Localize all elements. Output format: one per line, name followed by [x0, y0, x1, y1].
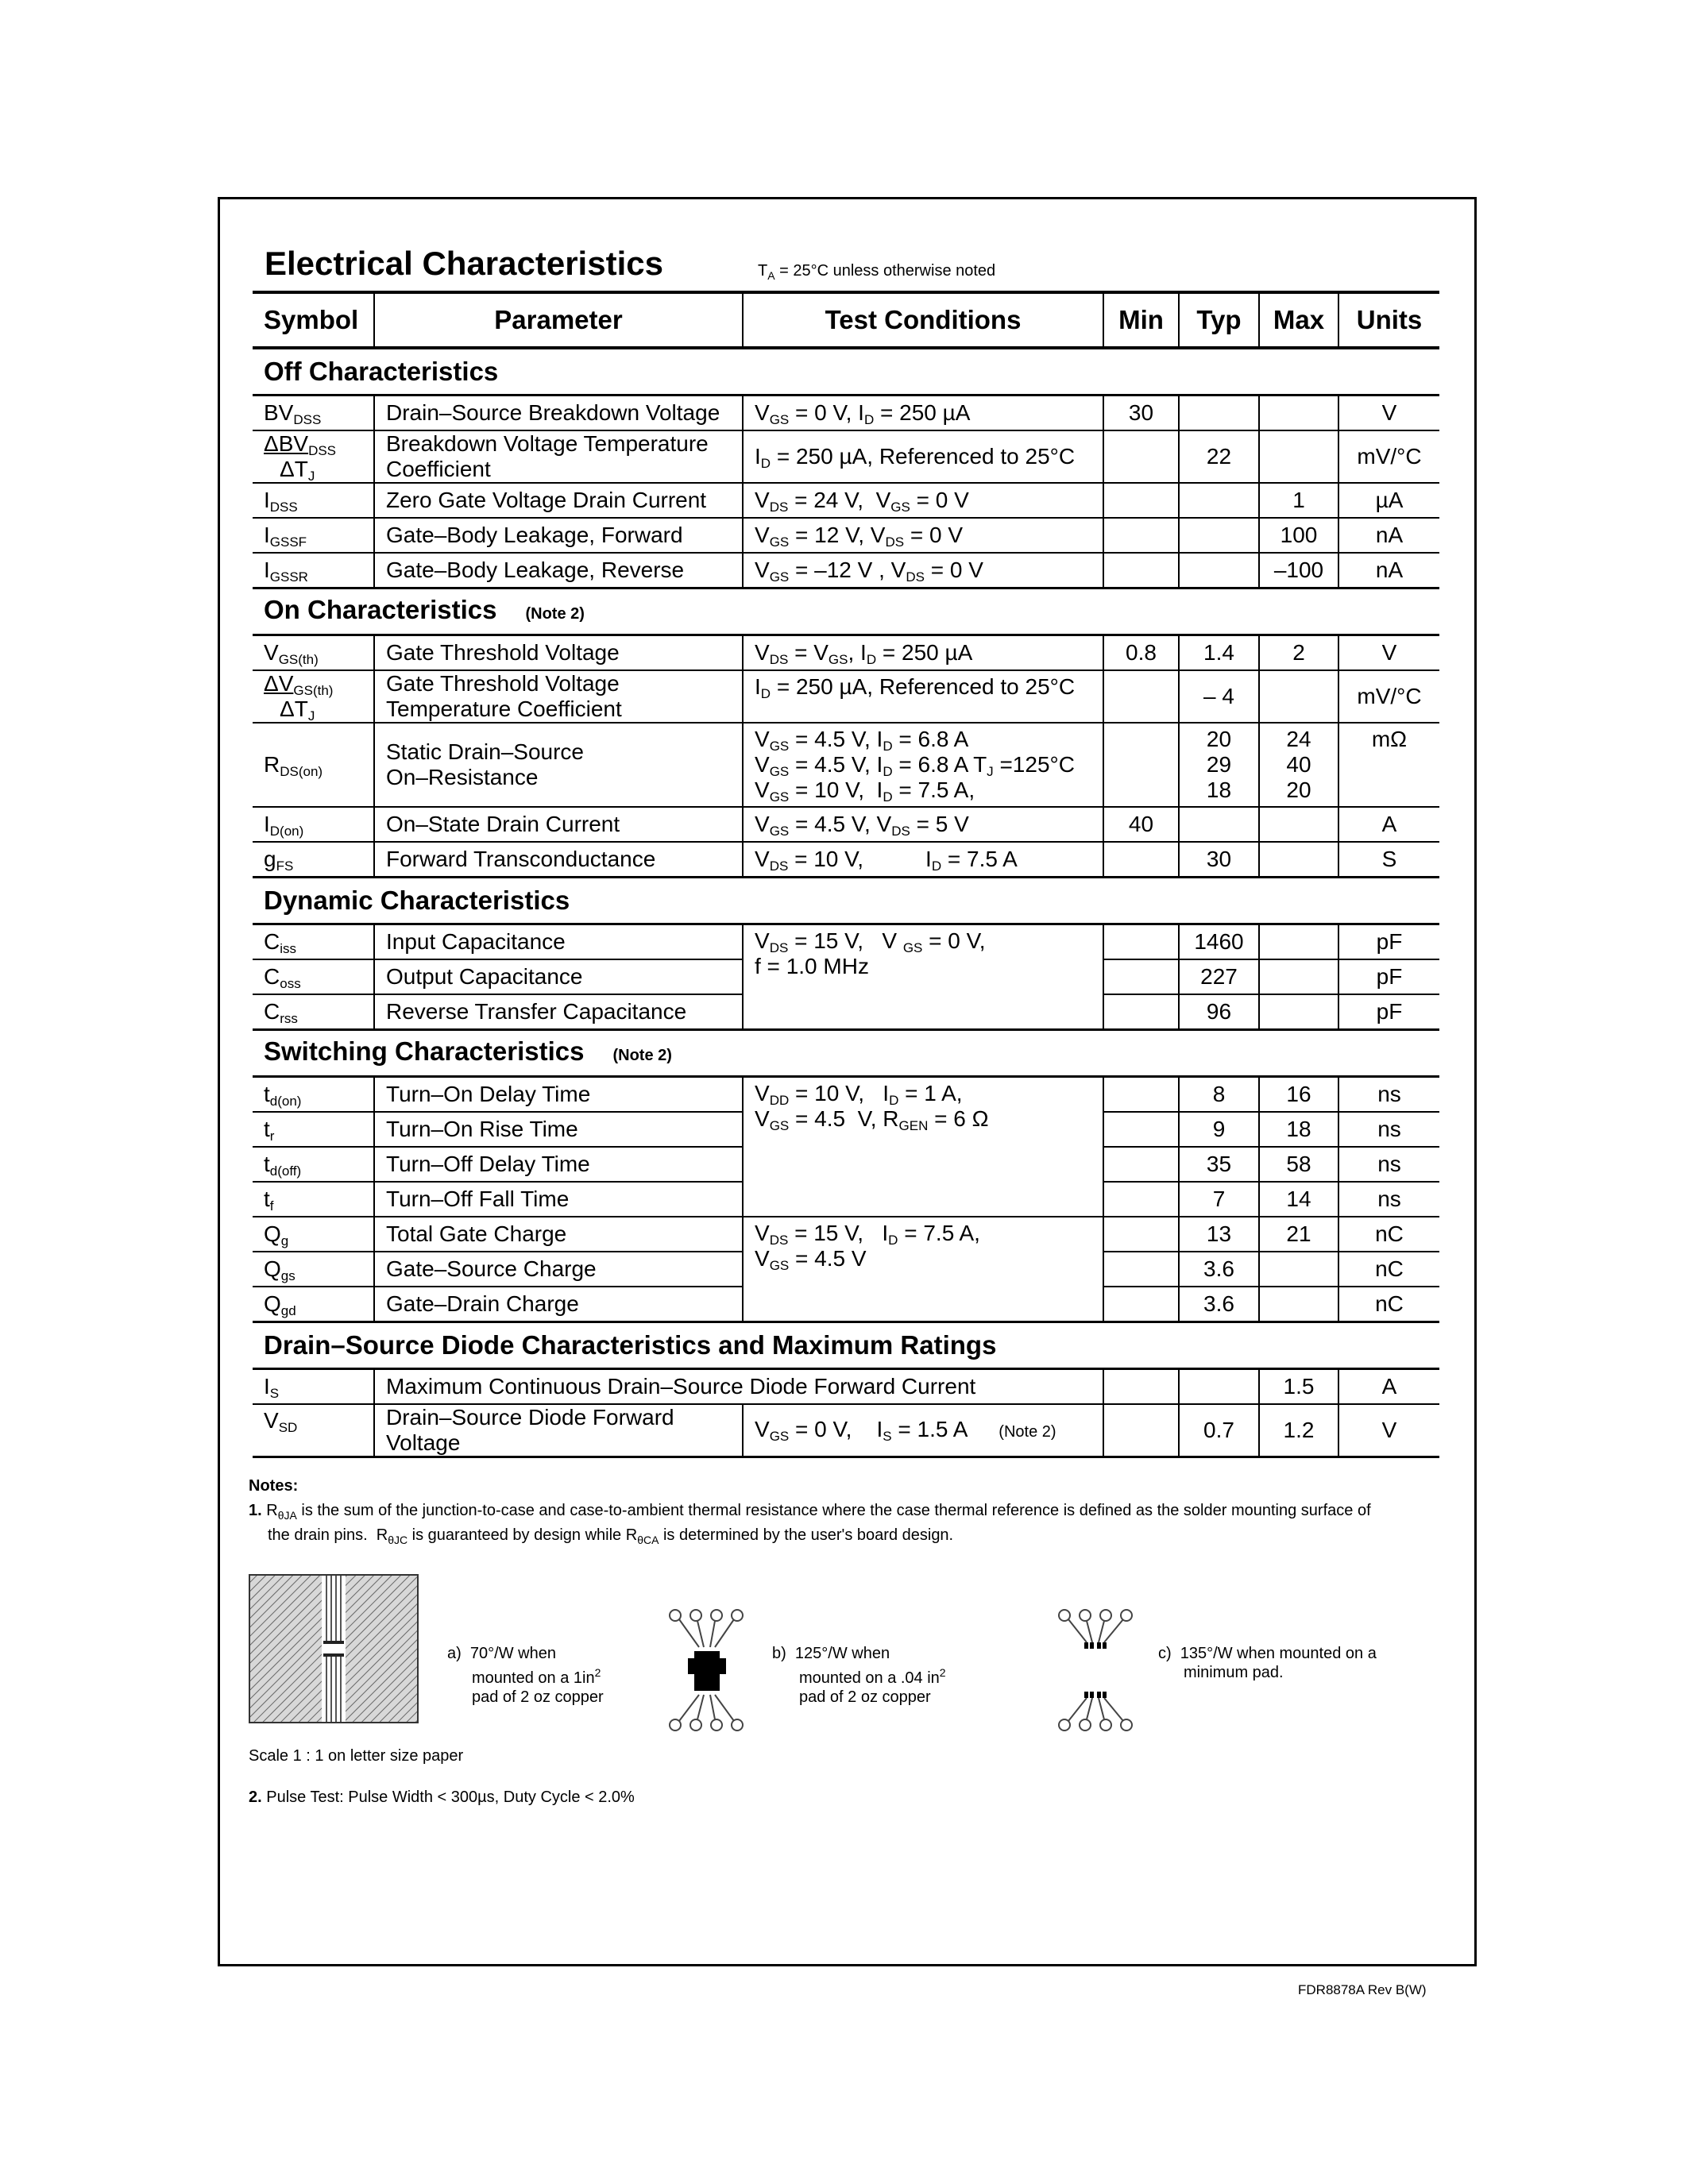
table-row [253, 1077, 1439, 1113]
conditions-cell: $V_{GS} = 4.5$ V, $V_{DS} = 5$ V [743, 807, 1103, 842]
parameter-cell: Forward Transconductance [374, 842, 743, 878]
typ-cell: 1460 [1179, 924, 1259, 960]
symbol-cell: $t_r$ [253, 1112, 374, 1147]
units-cell: mV/°C [1338, 430, 1439, 483]
units-cell: ns [1338, 1182, 1439, 1217]
conditions-cell: $V_{DS} = 24$ V, $V_{GS} = 0$ V [743, 483, 1103, 518]
units-cell: V [1338, 396, 1439, 431]
section-heading-row [253, 348, 1439, 396]
symbol-cell: $Q_g$ [253, 1217, 374, 1252]
min-cell [1103, 1369, 1179, 1405]
parameter-cell: Gate–Body Leakage, Forward [374, 518, 743, 553]
figure-c-caption: c) 135°/W when mounted on a minimum pad. [1158, 1645, 1377, 1681]
typ-cell: 96 [1179, 994, 1259, 1030]
ambient-temp-note: $T_A = 25^\circ C$ unless otherwise noted [758, 262, 996, 282]
typ-cell: 0.7 [1179, 1404, 1259, 1457]
note-2: 2. Pulse Test: Pulse Width < 300µs, Duty Cycle < 2.0% [249, 1788, 635, 1806]
parameter-cell: Static Drain–Source On–Resistance [374, 723, 743, 807]
symbol-cell: $t_{d(on)}$ [253, 1077, 374, 1113]
parameter-cell: Gate Threshold Voltage [374, 635, 743, 671]
electrical-characteristics-table [253, 291, 1439, 1458]
typ-cell [1179, 1369, 1259, 1405]
max-cell: 58 [1259, 1147, 1338, 1182]
typ-cell: 9 [1179, 1112, 1259, 1147]
symbol-cell: $R_{DS(on)}$ [253, 723, 374, 807]
symbol-cell: $I_{DSS}$ [253, 483, 374, 518]
units-cell: ns [1338, 1077, 1439, 1113]
units-cell: ns [1338, 1112, 1439, 1147]
parameter-cell: Gate–Drain Charge [374, 1287, 743, 1322]
units-cell: A [1338, 807, 1439, 842]
max-cell [1259, 1287, 1338, 1322]
table-row [253, 483, 1439, 518]
conditions-cell: $V_{DS} = 15$ V, $I_D = 7.5$ A, $V_{GS} = 4.5$ V [743, 1217, 1103, 1322]
min-cell [1103, 518, 1179, 553]
conditions-cell: $V_{GS} = 0$ V, $I_S = 1.5$ A (Note 2) [743, 1404, 1103, 1457]
min-cell [1103, 670, 1179, 723]
typ-cell: 30 [1179, 842, 1259, 878]
max-cell: 2 [1259, 635, 1338, 671]
min-cell [1103, 430, 1179, 483]
section-heading-row [253, 588, 1439, 635]
typ-cell: 7 [1179, 1182, 1259, 1217]
min-cell [1103, 483, 1179, 518]
max-cell: –100 [1259, 553, 1338, 588]
header-cell: Parameter [374, 292, 743, 348]
min-cell [1103, 1217, 1179, 1252]
max-cell [1259, 959, 1338, 994]
conditions-cell: $V_{DS} = V_{GS}$, $I_D = 250$ µA [743, 635, 1103, 671]
min-cell [1103, 1252, 1179, 1287]
table-row [253, 518, 1439, 553]
symbol-cell: $C_{rss}$ [253, 994, 374, 1030]
min-cell [1103, 1287, 1179, 1322]
table-row [253, 1217, 1439, 1252]
symbol-cell: $I_S$ [253, 1369, 374, 1405]
table-row [253, 396, 1439, 431]
min-cell [1103, 994, 1179, 1030]
min-cell [1103, 1112, 1179, 1147]
table-row [253, 553, 1439, 588]
section-title: Switching Characteristics (Note 2) [253, 1030, 1439, 1077]
units-cell: µA [1338, 483, 1439, 518]
symbol-cell: $Q_{gd}$ [253, 1287, 374, 1322]
units-cell: ns [1338, 1147, 1439, 1182]
symbol-cell: $\Delta BV_{DSS}$ $\Delta T_J$ [253, 430, 374, 483]
units-cell: nC [1338, 1252, 1439, 1287]
typ-cell: 3.6 [1179, 1287, 1259, 1322]
parameter-cell: Gate Threshold Voltage Temperature Coefficient [374, 670, 743, 723]
typ-cell: – 4 [1179, 670, 1259, 723]
min-cell: 30 [1103, 396, 1179, 431]
section-heading-row [253, 1030, 1439, 1077]
max-cell: 21 [1259, 1217, 1338, 1252]
symbol-cell: $C_{oss}$ [253, 959, 374, 994]
typ-cell: 8 [1179, 1077, 1259, 1113]
parameter-cell: Output Capacitance [374, 959, 743, 994]
typ-cell: 20 29 18 [1179, 723, 1259, 807]
symbol-cell: $V_{GS(th)}$ [253, 635, 374, 671]
conditions-cell: $I_D = 250$ µA, Referenced to 25°C [743, 670, 1103, 723]
header-cell: Max [1259, 292, 1338, 348]
table-row [253, 670, 1439, 723]
section-title: Off Characteristics [253, 348, 1439, 396]
pad-1in2-diagram [249, 1574, 419, 1723]
parameter-cell: Drain–Source Breakdown Voltage [374, 396, 743, 431]
max-cell: 16 [1259, 1077, 1338, 1113]
conditions-cell: $V_{DS} = 15$ V, V $_{GS}$ = 0 V, f = 1.0 MHz [743, 924, 1103, 1030]
symbol-cell: $V_{SD}$ [253, 1404, 374, 1457]
units-cell: nC [1338, 1287, 1439, 1322]
max-cell: 1 [1259, 483, 1338, 518]
typ-cell [1179, 553, 1259, 588]
typ-cell [1179, 807, 1259, 842]
parameter-cell: Maximum Continuous Drain–Source Diode Forward Current [374, 1369, 1103, 1405]
document-revision: FDR8878A Rev B(W) [1298, 1982, 1427, 1997]
symbol-cell: $I_{GSSR}$ [253, 553, 374, 588]
max-cell [1259, 430, 1338, 483]
symbol-cell: $t_f$ [253, 1182, 374, 1217]
table-row [253, 1369, 1439, 1405]
table-row [253, 723, 1439, 807]
symbol-cell: $I_{D(on)}$ [253, 807, 374, 842]
section-title: Drain–Source Diode Characteristics and Maximum Ratings [253, 1322, 1439, 1369]
max-cell: 18 [1259, 1112, 1338, 1147]
typ-cell: 22 [1179, 430, 1259, 483]
units-cell: nA [1338, 553, 1439, 588]
max-cell: 100 [1259, 518, 1338, 553]
conditions-cell: $V_{GS} = 0$ V, $I_D = 250$ µA [743, 396, 1103, 431]
table-row [253, 430, 1439, 483]
header-cell: Min [1103, 292, 1179, 348]
header-cell: Symbol [253, 292, 374, 348]
table-row [253, 924, 1439, 960]
units-cell: pF [1338, 924, 1439, 960]
conditions-cell: $V_{DD} = 10$ V, $I_D = 1$ A, $V_{GS} = 4.5$ V, $R_{GEN} = 6$ Ω [743, 1077, 1103, 1217]
typ-cell: 1.4 [1179, 635, 1259, 671]
conditions-cell: $V_{GS} = 12$ V, $V_{DS} = 0$ V [743, 518, 1103, 553]
units-cell: V [1338, 635, 1439, 671]
conditions-cell: $V_{GS} = -12$ V , $V_{DS} = 0$ V [743, 553, 1103, 588]
parameter-cell: On–State Drain Current [374, 807, 743, 842]
typ-cell: 35 [1179, 1147, 1259, 1182]
symbol-cell: $C_{iss}$ [253, 924, 374, 960]
parameter-cell: Gate–Source Charge [374, 1252, 743, 1287]
units-cell: nA [1338, 518, 1439, 553]
units-cell: V [1338, 1404, 1439, 1457]
table-row [253, 1404, 1439, 1457]
section-title: Dynamic Characteristics [253, 878, 1439, 924]
parameter-cell: Breakdown Voltage Temperature Coefficient [374, 430, 743, 483]
units-cell: A [1338, 1369, 1439, 1405]
parameter-cell: Input Capacitance [374, 924, 743, 960]
units-cell: mΩ [1338, 723, 1439, 807]
typ-cell: 3.6 [1179, 1252, 1259, 1287]
table-row [253, 807, 1439, 842]
symbol-cell: $\Delta V_{GS(th)}$ $\Delta T_J$ [253, 670, 374, 723]
parameter-cell: Drain–Source Diode Forward Voltage [374, 1404, 743, 1457]
conditions-cell: $I_D = 250$ µA, Referenced to 25°C [743, 430, 1103, 483]
max-cell: 24 40 20 [1259, 723, 1338, 807]
table-row [253, 635, 1439, 671]
section-heading-row [253, 878, 1439, 924]
max-cell: 14 [1259, 1182, 1338, 1217]
min-cell [1103, 924, 1179, 960]
page-title: Electrical Characteristics [265, 245, 663, 282]
table-row [253, 842, 1439, 878]
parameter-cell: Gate–Body Leakage, Reverse [374, 553, 743, 588]
parameter-cell: Reverse Transfer Capacitance [374, 994, 743, 1030]
symbol-cell: $g_{FS}$ [253, 842, 374, 878]
note-1: 1. $R_{\theta JA}$ is the sum of the junction-to-case and case-to-ambient thermal resistance where the case thermal reference is defined as the solder mounting surface of [249, 1502, 1371, 1522]
header-cell: Units [1338, 292, 1439, 348]
max-cell [1259, 994, 1338, 1030]
header-cell: Typ [1179, 292, 1259, 348]
parameter-cell: Zero Gate Voltage Drain Current [374, 483, 743, 518]
min-cell [1103, 842, 1179, 878]
min-cell [1103, 959, 1179, 994]
units-cell: S [1338, 842, 1439, 878]
max-cell [1259, 807, 1338, 842]
figure-a-caption: a) 70°/W when mounted on a $1in^2$ pad of 2 oz copper [447, 1645, 604, 1706]
table-header-row [253, 292, 1439, 348]
max-cell [1259, 670, 1338, 723]
min-cell [1103, 1147, 1179, 1182]
conditions-cell: $V_{GS} = 4.5$ V, $I_D = 6.8$ A $V_{GS} = 4.5$ V, $I_D = 6.8$ A $T_J =125^\circ C$ $V_{GS} = 10$ V, $I_D = 7.5$ A, [743, 723, 1103, 807]
note-1-cont: the drain pins. $R_{\theta JC}$ is guaranteed by design while $R_{\theta CA}$ is determined by the user's board design. [268, 1526, 954, 1546]
parameter-cell: Turn–Off Fall Time [374, 1182, 743, 1217]
symbol-cell: $BV_{DSS}$ [253, 396, 374, 431]
typ-cell [1179, 396, 1259, 431]
conditions-cell: $V_{DS} = 10$ V, $I_D = 7.5$ A [743, 842, 1103, 878]
notes-block [249, 1474, 1440, 1548]
header-cell: Test Conditions [743, 292, 1103, 348]
parameter-cell: Turn–On Delay Time [374, 1077, 743, 1113]
units-cell: pF [1338, 959, 1439, 994]
min-cell [1103, 1182, 1179, 1217]
max-cell [1259, 1252, 1338, 1287]
min-cell [1103, 723, 1179, 807]
units-cell: nC [1338, 1217, 1439, 1252]
typ-cell [1179, 483, 1259, 518]
symbol-cell: $I_{GSSF}$ [253, 518, 374, 553]
min-cell [1103, 1077, 1179, 1113]
max-cell: 1.5 [1259, 1369, 1338, 1405]
parameter-cell: Total Gate Charge [374, 1217, 743, 1252]
min-cell [1103, 553, 1179, 588]
minimum-pad-diagram [1056, 1607, 1136, 1734]
scale-note: Scale 1 : 1 on letter size paper [249, 1747, 464, 1765]
symbol-cell: $t_{d(off)}$ [253, 1147, 374, 1182]
units-cell: mV/°C [1338, 670, 1439, 723]
max-cell: 1.2 [1259, 1404, 1338, 1457]
units-cell: pF [1338, 994, 1439, 1030]
max-cell [1259, 842, 1338, 878]
parameter-cell: Turn–On Rise Time [374, 1112, 743, 1147]
symbol-cell: $Q_{gs}$ [253, 1252, 374, 1287]
parameter-cell: Turn–Off Delay Time [374, 1147, 743, 1182]
max-cell [1259, 396, 1338, 431]
section-heading-row [253, 1322, 1439, 1369]
min-cell: 0.8 [1103, 635, 1179, 671]
section-title: On Characteristics (Note 2) [253, 588, 1439, 635]
min-cell [1103, 1404, 1179, 1457]
typ-cell [1179, 518, 1259, 553]
typ-cell: 227 [1179, 959, 1259, 994]
pad-04in2-diagram [667, 1607, 747, 1734]
notes-heading: Notes: [249, 1477, 299, 1495]
min-cell: 40 [1103, 807, 1179, 842]
typ-cell: 13 [1179, 1217, 1259, 1252]
max-cell [1259, 924, 1338, 960]
figure-b-caption: b) 125°/W when mounted on a .04 $in^2$ pad of 2 oz copper [772, 1645, 946, 1706]
